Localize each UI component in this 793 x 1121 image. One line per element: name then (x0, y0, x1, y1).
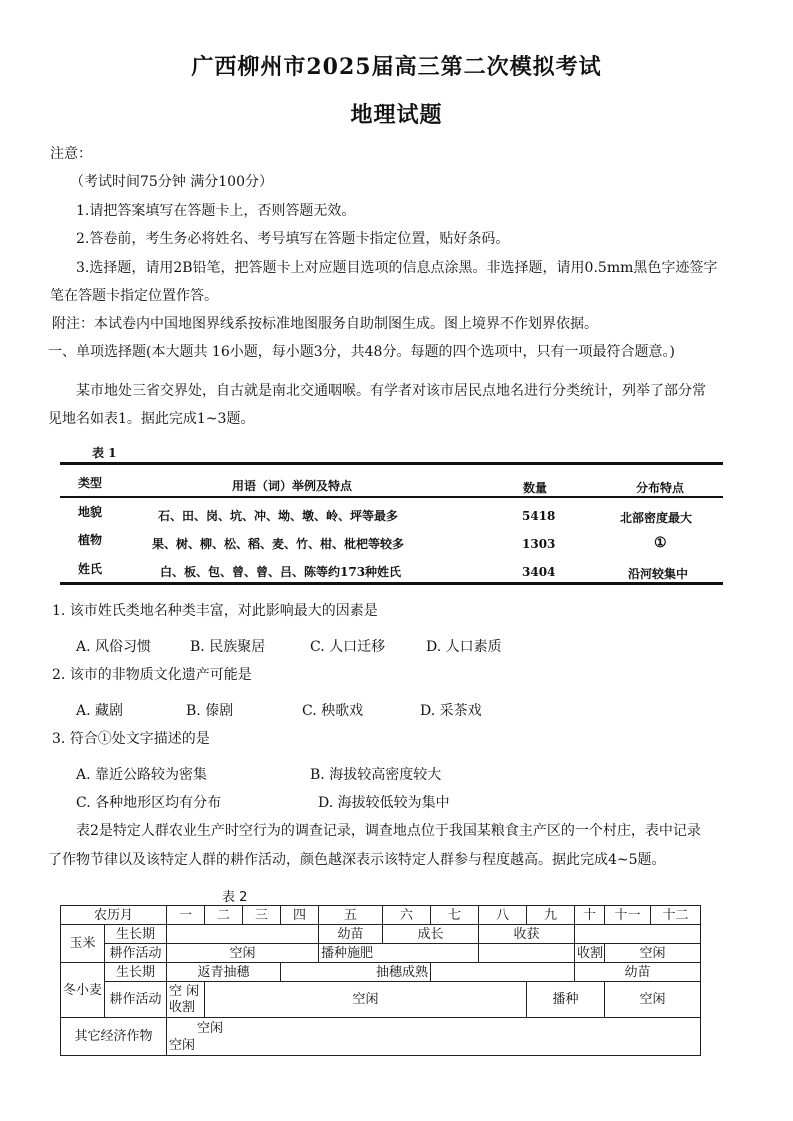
question-stem: 2. 该市的非物质文化遗产可能是 (52, 667, 252, 683)
passage-line: 了作物节律以及该特定人群的耕作活动，颜色越深表示该特定人群参与程度越高。据此完成4~5题。 (48, 852, 666, 868)
month-cell: 六 (383, 906, 431, 925)
table2-row (61, 982, 701, 1018)
notice-label: 注意： (50, 146, 92, 162)
table1-cell: 地貌 (78, 505, 103, 519)
table1-header: 类型 (78, 476, 103, 490)
month-cell: 十二 (651, 906, 701, 925)
option: D. 采茶戏 (420, 703, 482, 719)
notice-rule: 3.选择题，请用2B铅笔，把答题卡上对应题目选项的信息点涂黑。非选择题，请用0.5mm黑色字迹签字 (76, 260, 718, 276)
table1-bottom-rule (60, 582, 723, 585)
time-info: （考试时间75分钟 满分100分） (70, 174, 273, 190)
table1-header: 用语（词）举例及特点 (232, 479, 353, 493)
month-cell: 一 (167, 906, 205, 925)
notice-rule: 笔在答题卡指定位置作答。 (50, 288, 218, 304)
month-cell: 九 (527, 906, 575, 925)
month-cell: 八 (479, 906, 527, 925)
question-stem: 1. 该市姓氏类地名种类丰富，对此影响最大的因素是 (52, 603, 378, 619)
option: B. 傣剧 (186, 703, 234, 719)
table1-cell: 3404 (522, 565, 556, 579)
table2-cell: 抽穗成熟 (281, 963, 431, 982)
option: D. 人口素质 (426, 639, 502, 655)
crop-label: 冬小麦 (61, 963, 105, 1018)
table2-cell-line: 空 闲 (169, 983, 200, 999)
month-cell: 十一 (605, 906, 651, 925)
table2-caption: 表 2 (222, 890, 248, 905)
month-cell: 七 (431, 906, 479, 925)
table1-header: 数量 (523, 481, 548, 495)
row-label: 耕作活动 (105, 944, 167, 963)
table1-cell: 1303 (522, 537, 556, 551)
table2-cell (431, 963, 575, 982)
table2-cell (167, 1018, 701, 1056)
table2-row (61, 1018, 701, 1056)
appendix-note: 附注：本试卷内中国地图界线系按标准地图服务自助制图生成。图上境界不作划界依据。 (52, 316, 598, 332)
option: A. 风俗习惯 (76, 639, 152, 655)
table2-row (61, 963, 701, 982)
crop-label: 其它经济作物 (61, 1018, 167, 1056)
table2-cell: 收获 (479, 925, 575, 944)
row-label: 生长期 (105, 925, 167, 944)
table1-cell: 石、田、岗、坑、冲、坳、墩、岭、坪等最多 (158, 509, 399, 523)
question-stem: 3. 符合①处文字描述的是 (52, 731, 210, 747)
month-cell: 三 (243, 906, 281, 925)
passage-line: 见地名如表1。据此完成1~3题。 (48, 411, 255, 427)
table2-cell (167, 982, 205, 1018)
passage-line: 某市地处三省交界处，自古就是南北交通咽喉。有学者对该市居民点地名进行分类统计，列举了部分常 (76, 383, 706, 399)
month-cell: 四 (281, 906, 319, 925)
table1-cell: 果、树、柳、松、稻、麦、竹、柑、枇杷等较多 (152, 537, 405, 551)
table2-cell: 收割 (575, 944, 605, 963)
table1-cell: 姓氏 (78, 562, 103, 576)
table1-cell: 沿河较集中 (628, 567, 689, 581)
option: B. 海拔较高密度较大 (310, 767, 442, 783)
option: C. 秧歌戏 (302, 703, 364, 719)
month-cell: 二 (205, 906, 243, 925)
table1-cell: 植物 (78, 533, 103, 547)
table2-cell: 播种施肥 (319, 944, 479, 963)
table2-cell: 幼苗 (575, 963, 701, 982)
option: C. 各种地形区均有分布 (76, 795, 222, 811)
notice-rule: 1.请把答案填写在答题卡上，否则答题无效。 (76, 203, 356, 219)
table2-cell: 播种 (527, 982, 605, 1018)
table1-caption: 表 1 (92, 446, 117, 460)
table2-row (61, 925, 701, 944)
option: A. 藏剧 (76, 703, 124, 719)
table1-header: 分布特点 (636, 481, 685, 495)
table2-cell: 空闲 (205, 982, 527, 1018)
table1-cell: 白、板、包、曾、曾、吕、陈等约173种姓氏 (160, 565, 402, 579)
table2-header-row (61, 906, 701, 925)
table1-cell: ① (654, 535, 667, 551)
option: D. 海拔较低较为集中 (318, 795, 450, 811)
notice-rule: 2.答卷前，考生务必将姓名、考号填写在答题卡指定位置，贴好条码。 (76, 231, 510, 247)
table2-cell-line: 收割 (169, 999, 196, 1015)
table2-cell: 空闲 (167, 944, 319, 963)
table2-cell (479, 944, 575, 963)
month-cell: 五 (319, 906, 383, 925)
subject-title: 地理试题 (350, 102, 443, 128)
table2-cell: 空闲 (605, 982, 701, 1018)
table2 (60, 905, 701, 1056)
passage-line: 表2是特定人群农业生产时空行为的调查记录，调查地点位于我国某粮食主产区的一个村庄，表中记录 (76, 823, 701, 839)
section-heading: 一、单项选择题(本大题共 16小题，每小题3分，共48分。每题的四个选项中，只有一项最符合题意。) (48, 344, 675, 360)
table2-cell-line: 空闲 (169, 1037, 196, 1053)
table2-col-header: 农历月 (61, 906, 167, 925)
exam-title: 广西柳州市2025届高三第二次模拟考试 (191, 54, 602, 80)
table2-cell: 成长 (383, 925, 479, 944)
month-cell: 十 (575, 906, 605, 925)
table1-cell: 北部密度最大 (620, 511, 693, 525)
table2-row (61, 944, 701, 963)
option: C. 人口迁移 (310, 639, 386, 655)
table1-mid-rule (60, 496, 723, 498)
table2-cell: 幼苗 (319, 925, 383, 944)
table2-cell-line: 空闲 (197, 1020, 224, 1036)
table2-cell: 空闲 (605, 944, 701, 963)
table2-cell (575, 925, 701, 944)
row-label: 生长期 (105, 963, 167, 982)
table1-cell: 5418 (522, 509, 556, 523)
table2-cell (167, 925, 319, 944)
option: A. 靠近公路较为密集 (76, 767, 208, 783)
table1-top-rule (60, 462, 723, 465)
table2-cell: 返青抽穗 (167, 963, 281, 982)
crop-label: 玉米 (61, 925, 105, 963)
row-label: 耕作活动 (105, 982, 167, 1018)
option: B. 民族聚居 (190, 639, 266, 655)
